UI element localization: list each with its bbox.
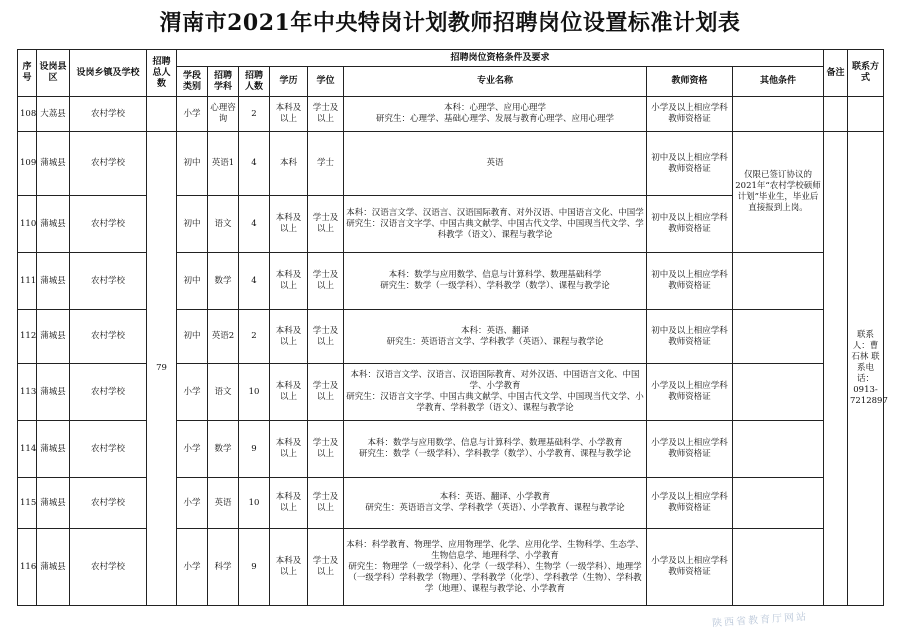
- header-town-school: 设岗乡镇及学校: [70, 50, 147, 97]
- cell-education: 本科: [270, 132, 308, 196]
- header-education: 学历: [270, 67, 308, 97]
- cell-degree: 学士及以上: [308, 529, 344, 606]
- cell-county: 蒲城县: [37, 132, 70, 196]
- cell-seq: 111: [18, 253, 37, 310]
- cell-other-empty: [733, 97, 824, 132]
- cell-count: 2: [239, 97, 270, 132]
- cell-degree: 学士及以上: [308, 310, 344, 364]
- cell-degree: 学士及以上: [308, 364, 344, 421]
- cell-teacher-cert: 初中及以上相应学科教师资格证: [647, 196, 733, 253]
- header-contact: 联系方式: [848, 50, 884, 97]
- cell-stage: 初中: [177, 253, 208, 310]
- cell-seq: 113: [18, 364, 37, 421]
- cell-county: 蒲城县: [37, 196, 70, 253]
- cell-education: 本科及以上: [270, 478, 308, 529]
- cell-count: 9: [239, 421, 270, 478]
- cell-contact-empty: [848, 97, 884, 132]
- cell-seq: 112: [18, 310, 37, 364]
- cell-other-empty: [733, 253, 824, 310]
- header-degree: 学位: [308, 67, 344, 97]
- cell-county: 蒲城县: [37, 421, 70, 478]
- cell-stage: 初中: [177, 132, 208, 196]
- cell-education: 本科及以上: [270, 97, 308, 132]
- cell-teacher-cert: 小学及以上相应学科教师资格证: [647, 364, 733, 421]
- cell-total-count: 79: [147, 132, 177, 606]
- cell-seq: 115: [18, 478, 37, 529]
- header-major: 专业名称: [344, 67, 647, 97]
- cell-county: 蒲城县: [37, 310, 70, 364]
- cell-teacher-cert: 小学及以上相应学科教师资格证: [647, 97, 733, 132]
- cell-subject: 英语1: [208, 132, 239, 196]
- cell-teacher-cert: 小学及以上相应学科教师资格证: [647, 529, 733, 606]
- cell-remark-empty: [824, 132, 848, 606]
- header-subject: 招聘学科: [208, 67, 239, 97]
- cell-stage: 小学: [177, 478, 208, 529]
- cell-teacher-cert: 初中及以上相应学科教师资格证: [647, 253, 733, 310]
- cell-major: 本科：英语、翻译、小学教育 研究生：英语语言文学、学科教学（英语）、小学教育、课程与教学论: [344, 478, 647, 529]
- cell-teacher-cert: 小学及以上相应学科教师资格证: [647, 421, 733, 478]
- cell-degree: 学士及以上: [308, 478, 344, 529]
- cell-other-conditions: 仅限已签订协议的2021年“农村学校硕师计划”毕业生，毕业后直接报到上岗。: [733, 132, 824, 253]
- cell-major: 英语: [344, 132, 647, 196]
- cell-school: 农村学校: [70, 529, 147, 606]
- header-other: 其他条件: [733, 67, 824, 97]
- cell-total-empty: [147, 97, 177, 132]
- cell-seq: 114: [18, 421, 37, 478]
- cell-stage: 初中: [177, 310, 208, 364]
- header-teacher-cert: 教师资格: [647, 67, 733, 97]
- cell-major: 本科：数学与应用数学、信息与计算科学、数理基础科学 研究生：数学（一级学科）、学科教学（数学）、课程与教学论: [344, 253, 647, 310]
- cell-education: 本科及以上: [270, 421, 308, 478]
- cell-remark-empty: [824, 97, 848, 132]
- cell-other-empty: [733, 310, 824, 364]
- cell-education: 本科及以上: [270, 253, 308, 310]
- cell-education: 本科及以上: [270, 529, 308, 606]
- cell-school: 农村学校: [70, 310, 147, 364]
- cell-other-empty: [733, 529, 824, 606]
- cell-education: 本科及以上: [270, 196, 308, 253]
- header-count: 招聘人数: [239, 67, 270, 97]
- cell-stage: 小学: [177, 97, 208, 132]
- cell-major: 本科：心理学、应用心理学 研究生：心理学、基础心理学、发展与教育心理学、应用心理学: [344, 97, 647, 132]
- cell-stage: 小学: [177, 421, 208, 478]
- site-watermark: 陕西省教育厅网站: [711, 611, 809, 630]
- cell-major: 本科：汉语言文学、汉语言、汉语国际教育、对外汉语、中国语言文化、中国学、小学教育 研究生：汉语言文字学、中国古典文献学、中国古代文学、中国现当代文学、小学教育、学科教学（语文）、课程与教学论: [344, 364, 647, 421]
- cell-subject: 英语: [208, 478, 239, 529]
- cell-contact: 联系人：曹石林 联系电话：0913-7212897: [848, 132, 884, 606]
- cell-teacher-cert: 初中及以上相应学科教师资格证: [647, 132, 733, 196]
- cell-school: 农村学校: [70, 364, 147, 421]
- cell-seq: 108: [18, 97, 37, 132]
- cell-major: 本科：数学与应用数学、信息与计算科学、数理基础科学、小学教育 研究生：数学（一级学科）、学科教学（数学）、小学教育、课程与教学论: [344, 421, 647, 478]
- cell-major: 本科：汉语言文学、汉语言、汉语国际教育、对外汉语、中国语言文化、中国学 研究生：汉语言文字学、中国古典文献学、中国古代文学、中国现当代文学、学科教学（语文）、课程与教学论: [344, 196, 647, 253]
- cell-degree: 学士: [308, 132, 344, 196]
- cell-county: 蒲城县: [37, 478, 70, 529]
- cell-school: 农村学校: [70, 132, 147, 196]
- cell-major: 本科：科学教育、物理学、应用物理学、化学、应用化学、生物科学、生态学、生物信息学、地理科学、小学教育 研究生：物理学（一级学科）、化学（一级学科）、生物学（一级学科）、地理学（一级学科）学科教学（物理）、学科教学（化学）、学科教学（生物）、学科教学（地理）、课程与教学论、小学教育: [344, 529, 647, 606]
- page-title: 渭南市2021年中央特岗计划教师招聘岗位设置标准计划表: [159, 10, 741, 36]
- cell-subject: 数学: [208, 253, 239, 310]
- header-county: 设岗县区: [37, 50, 70, 97]
- cell-degree: 学士及以上: [308, 421, 344, 478]
- table-row: [18, 132, 884, 196]
- cell-count: 10: [239, 364, 270, 421]
- header-requirements-group: 招聘岗位资格条件及要求: [177, 50, 824, 67]
- header-row-1: [18, 50, 884, 67]
- recruitment-plan-table: [17, 49, 888, 606]
- cell-stage: 初中: [177, 196, 208, 253]
- cell-count: 4: [239, 196, 270, 253]
- header-stage: 学段类别: [177, 67, 208, 97]
- cell-school: 农村学校: [70, 421, 147, 478]
- cell-other-empty: [733, 478, 824, 529]
- cell-degree: 学士及以上: [308, 97, 344, 132]
- cell-school: 农村学校: [70, 253, 147, 310]
- cell-major: 本科：英语、翻译 研究生：英语语言文学、学科教学（英语）、课程与教学论: [344, 310, 647, 364]
- cell-seq: 110: [18, 196, 37, 253]
- cell-count: 2: [239, 310, 270, 364]
- cell-count: 9: [239, 529, 270, 606]
- cell-seq: 109: [18, 132, 37, 196]
- cell-school: 农村学校: [70, 97, 147, 132]
- cell-school: 农村学校: [70, 478, 147, 529]
- cell-subject: 英语2: [208, 310, 239, 364]
- cell-count: 10: [239, 478, 270, 529]
- cell-count: 4: [239, 253, 270, 310]
- cell-subject: 语文: [208, 364, 239, 421]
- cell-county: 大荔县: [37, 97, 70, 132]
- cell-subject: 数学: [208, 421, 239, 478]
- cell-county: 蒲城县: [37, 364, 70, 421]
- cell-degree: 学士及以上: [308, 253, 344, 310]
- cell-teacher-cert: 小学及以上相应学科教师资格证: [647, 478, 733, 529]
- header-remark: 备注: [824, 50, 848, 97]
- cell-county: 蒲城县: [37, 529, 70, 606]
- cell-other-empty: [733, 364, 824, 421]
- cell-education: 本科及以上: [270, 364, 308, 421]
- cell-stage: 小学: [177, 364, 208, 421]
- cell-teacher-cert: 初中及以上相应学科教师资格证: [647, 310, 733, 364]
- cell-count: 4: [239, 132, 270, 196]
- cell-education: 本科及以上: [270, 310, 308, 364]
- cell-county: 蒲城县: [37, 253, 70, 310]
- table-row: [18, 97, 884, 132]
- cell-school: 农村学校: [70, 196, 147, 253]
- cell-degree: 学士及以上: [308, 196, 344, 253]
- cell-subject: 科学: [208, 529, 239, 606]
- cell-other-empty: [733, 421, 824, 478]
- cell-subject: 心理咨询: [208, 97, 239, 132]
- header-total: 招聘总人数: [147, 50, 177, 97]
- cell-subject: 语文: [208, 196, 239, 253]
- header-seq: 序号: [18, 50, 37, 97]
- cell-seq: 116: [18, 529, 37, 606]
- cell-stage: 小学: [177, 529, 208, 606]
